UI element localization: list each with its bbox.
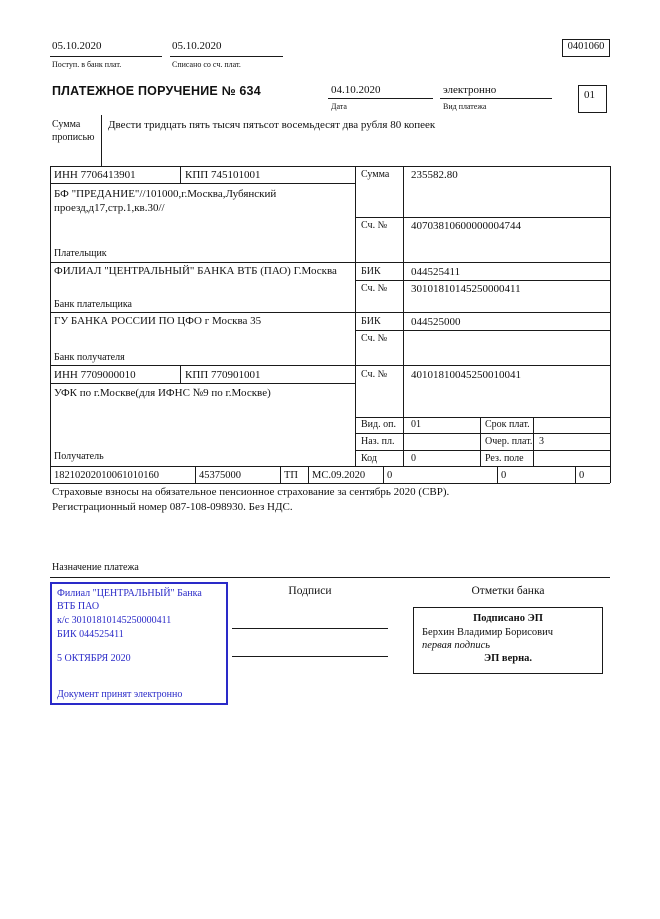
- signature-line: [232, 628, 388, 629]
- receiver-inn: ИНН 7709000010: [54, 369, 136, 381]
- amount-value: 235582.80: [411, 169, 458, 181]
- doc-date-field: 0: [501, 470, 507, 481]
- vid-op-value: 01: [411, 419, 421, 430]
- signature-line: [232, 656, 388, 657]
- table-border: [355, 280, 610, 281]
- table-border: [355, 417, 610, 418]
- receiver-account-value: 40101810045250010041: [411, 369, 521, 381]
- table-border: [355, 166, 356, 466]
- amount-in-words-value: Двести тридцать пять тысяч пятьсот восемьдесят два рубля 80 копеек: [108, 119, 436, 131]
- naz-pl-label: Наз. пл.: [361, 436, 395, 447]
- receiver-bank-section-label: Банк получателя: [54, 352, 125, 363]
- receiver-bank-account-label: Сч. №: [361, 333, 388, 344]
- divider: [50, 56, 162, 57]
- divider: [170, 56, 283, 57]
- debited-date: 05.10.2020: [172, 40, 222, 52]
- table-border: [180, 166, 181, 183]
- bank-marks-title: Отметки банка: [471, 585, 545, 597]
- document-date-label: Дата: [331, 102, 347, 111]
- stamp-date: 5 ОКТЯБРЯ 2020: [57, 653, 131, 664]
- receiver-bank-bik-label: БИК: [361, 316, 381, 327]
- payer-name: БФ "ПРЕДАНИЕ"//101000,г.Москва,Лубянский проезд,д17,стр.1,кв.30//: [54, 188, 277, 214]
- divider: [440, 98, 552, 99]
- received-in-bank-date: 05.10.2020: [52, 40, 102, 52]
- receiver-bank-name: ГУ БАНКА РОССИИ ПО ЦФО г Москва 35: [54, 315, 262, 327]
- receiver-account-label: Сч. №: [361, 369, 388, 380]
- divider: [328, 98, 433, 99]
- ep-signed-title: Подписано ЭП: [473, 613, 543, 624]
- table-border: [355, 450, 610, 451]
- table-border: [533, 417, 534, 466]
- stamp-bank-name-line1: Филиал "ЦЕНТРАЛЬНЫЙ" Банка: [57, 588, 202, 599]
- payment-type-field: 0: [579, 470, 585, 481]
- purpose-line-2: Регистрационный номер 087-108-098930. Без НДС.: [52, 501, 293, 513]
- vid-op-label: Вид. оп.: [361, 419, 396, 430]
- table-border: [195, 466, 196, 483]
- ocher-plat-value: 3: [539, 436, 544, 447]
- ep-signer-name: Берхин Владимир Борисович: [422, 627, 553, 638]
- divider: [101, 115, 102, 166]
- table-border: [497, 466, 498, 483]
- tax-period: МС.09.2020: [312, 470, 366, 481]
- bank-acceptance-stamp: [50, 582, 228, 705]
- ocher-plat-label: Очер. плат.: [485, 436, 533, 447]
- document-date: 04.10.2020: [331, 84, 381, 96]
- payer-bank-section-label: Банк плательщика: [54, 299, 132, 310]
- payment-basis: ТП: [284, 470, 298, 481]
- ep-signature-kind: первая подпись: [422, 640, 491, 651]
- received-in-bank-label: Поступ. в банк плат.: [52, 60, 122, 69]
- table-border: [610, 166, 611, 483]
- stamp-bank-name-line2: ВТБ ПАО: [57, 601, 100, 612]
- table-border: [50, 466, 610, 467]
- table-border: [403, 166, 404, 466]
- payer-section-label: Плательщик: [54, 248, 107, 259]
- purpose-label: Назначение платежа: [52, 562, 139, 573]
- amount-label: Сумма: [361, 169, 390, 180]
- table-border: [355, 330, 610, 331]
- payment-kind-value: электронно: [443, 84, 497, 96]
- table-border: [50, 383, 355, 384]
- payment-kind-label: Вид платежа: [443, 102, 487, 111]
- stamp-accepted-text: Документ принят электронно: [57, 689, 183, 700]
- debited-label: Списано со сч. плат.: [172, 60, 241, 69]
- payer-bank-account-value: 30101810145250000411: [411, 283, 521, 295]
- payer-bank-account-label: Сч. №: [361, 283, 388, 294]
- kod-label: Код: [361, 453, 377, 464]
- table-border: [280, 466, 281, 483]
- table-border: [50, 312, 610, 313]
- receiver-name: УФК по г.Москве(для ИФНС №9 по г.Москве): [54, 387, 271, 399]
- status-field-01: 01: [578, 85, 607, 113]
- rez-pole-label: Рез. поле: [485, 453, 524, 464]
- table-border: [50, 365, 610, 366]
- divider: [50, 577, 610, 578]
- payer-account-label: Сч. №: [361, 220, 388, 231]
- table-border: [383, 466, 384, 483]
- document-title: ПЛАТЕЖНОЕ ПОРУЧЕНИЕ № 634: [52, 84, 261, 98]
- payer-bank-bik-value: 044525411: [411, 266, 461, 278]
- kod-value: 0: [411, 453, 416, 464]
- srok-plat-label: Срок плат.: [485, 419, 530, 430]
- amount-in-words-label: Сумма прописью: [52, 119, 95, 143]
- table-border: [50, 183, 355, 184]
- stamp-bik: БИК 044525411: [57, 629, 124, 640]
- table-border: [355, 217, 610, 218]
- table-border: [575, 466, 576, 483]
- payer-kpp: КПП 745101001: [185, 169, 261, 181]
- stamp-corr-account: к/с 30101810145250000411: [57, 615, 172, 626]
- table-border: [480, 417, 481, 466]
- payer-account-value: 40703810600000004744: [411, 220, 521, 232]
- electronic-signature-box: [413, 607, 603, 674]
- payer-bank-bik-label: БИК: [361, 266, 381, 277]
- form-code-box: 0401060: [562, 39, 610, 57]
- table-border: [50, 483, 610, 484]
- payer-inn: ИНН 7706413901: [54, 169, 136, 181]
- table-border: [50, 262, 610, 263]
- payer-bank-name: ФИЛИАЛ "ЦЕНТРАЛЬНЫЙ" БАНКА ВТБ (ПАО) Г.Москва: [54, 265, 337, 277]
- table-border: [50, 166, 610, 167]
- purpose-line-1: Страховые взносы на обязательное пенсионное страхование за сентябрь 2020 (СВР).: [52, 486, 450, 498]
- receiver-bank-bik-value: 044525000: [411, 316, 461, 328]
- receiver-section-label: Получатель: [54, 451, 104, 462]
- receiver-kpp: КПП 770901001: [185, 369, 261, 381]
- table-border: [180, 365, 181, 383]
- doc-number-field: 0: [387, 470, 393, 481]
- table-border: [50, 166, 51, 483]
- table-border: [355, 433, 610, 434]
- ep-verified-text: ЭП верна.: [483, 653, 532, 664]
- oktmo-code: 45375000: [199, 470, 241, 481]
- table-border: [308, 466, 309, 483]
- kbk-code: 18210202010061010160: [54, 470, 159, 481]
- signatures-title: Подписи: [288, 585, 332, 597]
